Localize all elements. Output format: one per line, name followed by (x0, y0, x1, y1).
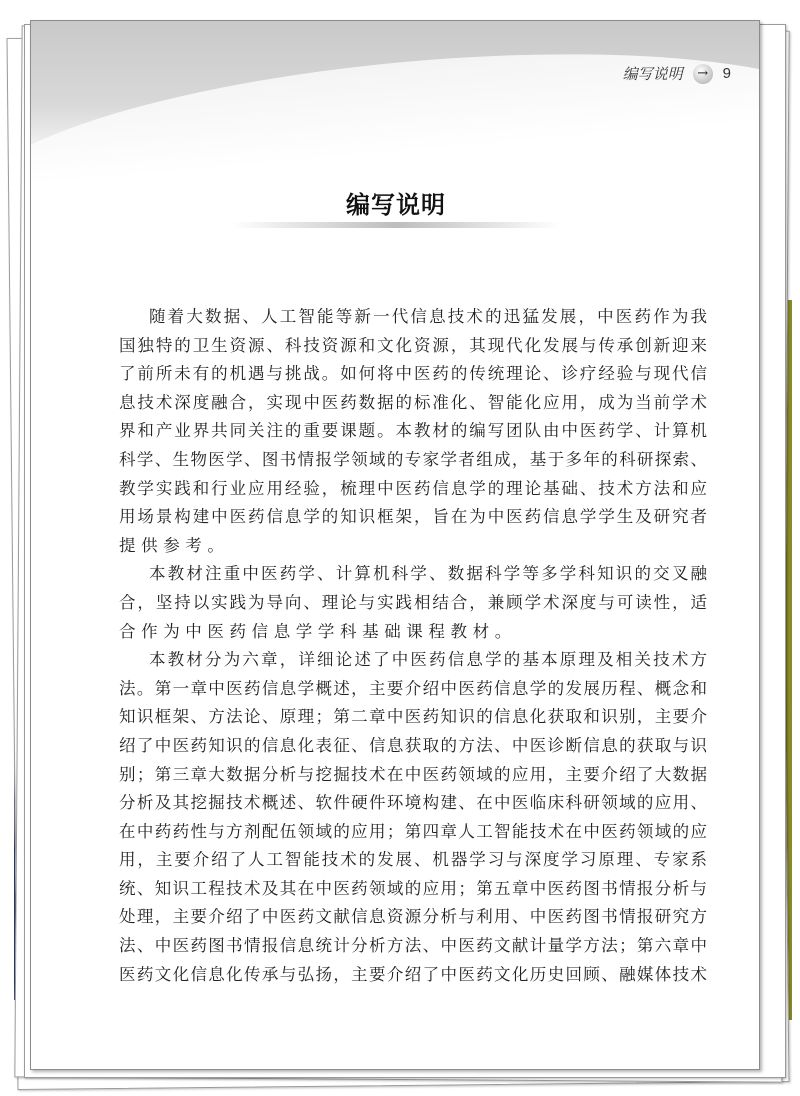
text-line: 法、中医药图书情报信息统计分析方法、中医药文献计量学方法；第六章中 (119, 936, 707, 956)
document-page (30, 20, 760, 1070)
text-line: 用场景构建中医药信息学的知识框架，旨在为中医药信息学学生及研究者 (119, 507, 707, 527)
page-number: 9 (722, 65, 731, 82)
paragraph (119, 646, 707, 989)
paragraph (119, 303, 707, 560)
running-header-section: 编写说明 (622, 65, 683, 83)
arrow-right-icon: → (693, 64, 713, 84)
text-line: 绍了中医药知识的信息化表征、信息获取的方法、中医诊断信息的获取与识 (119, 735, 707, 755)
text-line: 本教材注重中医药学、计算机科学、数据科学等多学科知识的交叉融 (149, 564, 707, 584)
page-title: 编写说明 (346, 191, 446, 219)
text-line: 处理，主要介绍了中医药文献信息资源分析与利用、中医药图书情报研究方 (119, 907, 707, 927)
page-title-block (231, 185, 561, 228)
text-line: 教学实践和行业应用经验，梳理中医药信息学的理论基础、技术方法和应 (119, 478, 707, 498)
text-line: 合，坚持以实践为导向、理论与实践相结合，兼顾学术深度与可读性，适 (119, 592, 707, 612)
text-line: 用，主要介绍了人工智能技术的发展、机器学习与深度学习原理、专家系 (119, 850, 707, 870)
text-line: 医药文化信息化传承与弘扬，主要介绍了中医药文化历史回顾、融媒体技术 (119, 964, 707, 984)
text-line: 国独特的卫生资源、科技资源和文化资源，其现代化发展与传承创新迎来 (119, 335, 707, 355)
paragraph (119, 560, 707, 646)
text-line: 合作为中医药信息学学科基础课程教材。 (119, 621, 517, 641)
text-line: 分析及其挖掘技术概述、软件硬件环境构建、在中医临床科研领域的应用、 (119, 793, 707, 813)
text-line: 统、知识工程技术及其在中医药领域的应用；第五章中医药图书情报分析与 (119, 878, 707, 898)
text-line: 别；第三章大数据分析与挖掘技术在中医药领域的应用，主要介绍了大数据 (119, 764, 707, 784)
text-line: 提供参考。 (119, 535, 230, 555)
body-text (119, 303, 707, 989)
text-line: 了前所未有的机遇与挑战。如何将中医药的传统理论、诊疗经验与现代信 (119, 364, 707, 384)
text-line: 界和产业界共同关注的重要课题。本教材的编写团队由中医药学、计算机 (119, 421, 707, 441)
text-line: 在中药药性与方剂配伍领域的应用；第四章人工智能技术在中医药领域的应 (119, 821, 707, 841)
text-line: 本教材分为六章，详细论述了中医药信息学的基本原理及相关技术方 (149, 650, 707, 670)
title-underline (231, 222, 561, 228)
text-line: 息技术深度融合，实现中医药数据的标准化、智能化应用，成为当前学术 (119, 392, 707, 412)
text-line: 知识框架、方法论、原理；第二章中医药知识的信息化获取和识别，主要介 (119, 707, 707, 727)
text-line: 随着大数据、人工智能等新一代信息技术的迅猛发展，中医药作为我 (149, 307, 707, 326)
text-line: 科学、生物医学、图书情报学领域的专家学者组成，基于多年的科研探索、 (119, 449, 707, 469)
running-header (623, 63, 731, 84)
text-line: 法。第一章中医药信息学概述，主要介绍中医药信息学的发展历程、概念和 (119, 678, 707, 698)
